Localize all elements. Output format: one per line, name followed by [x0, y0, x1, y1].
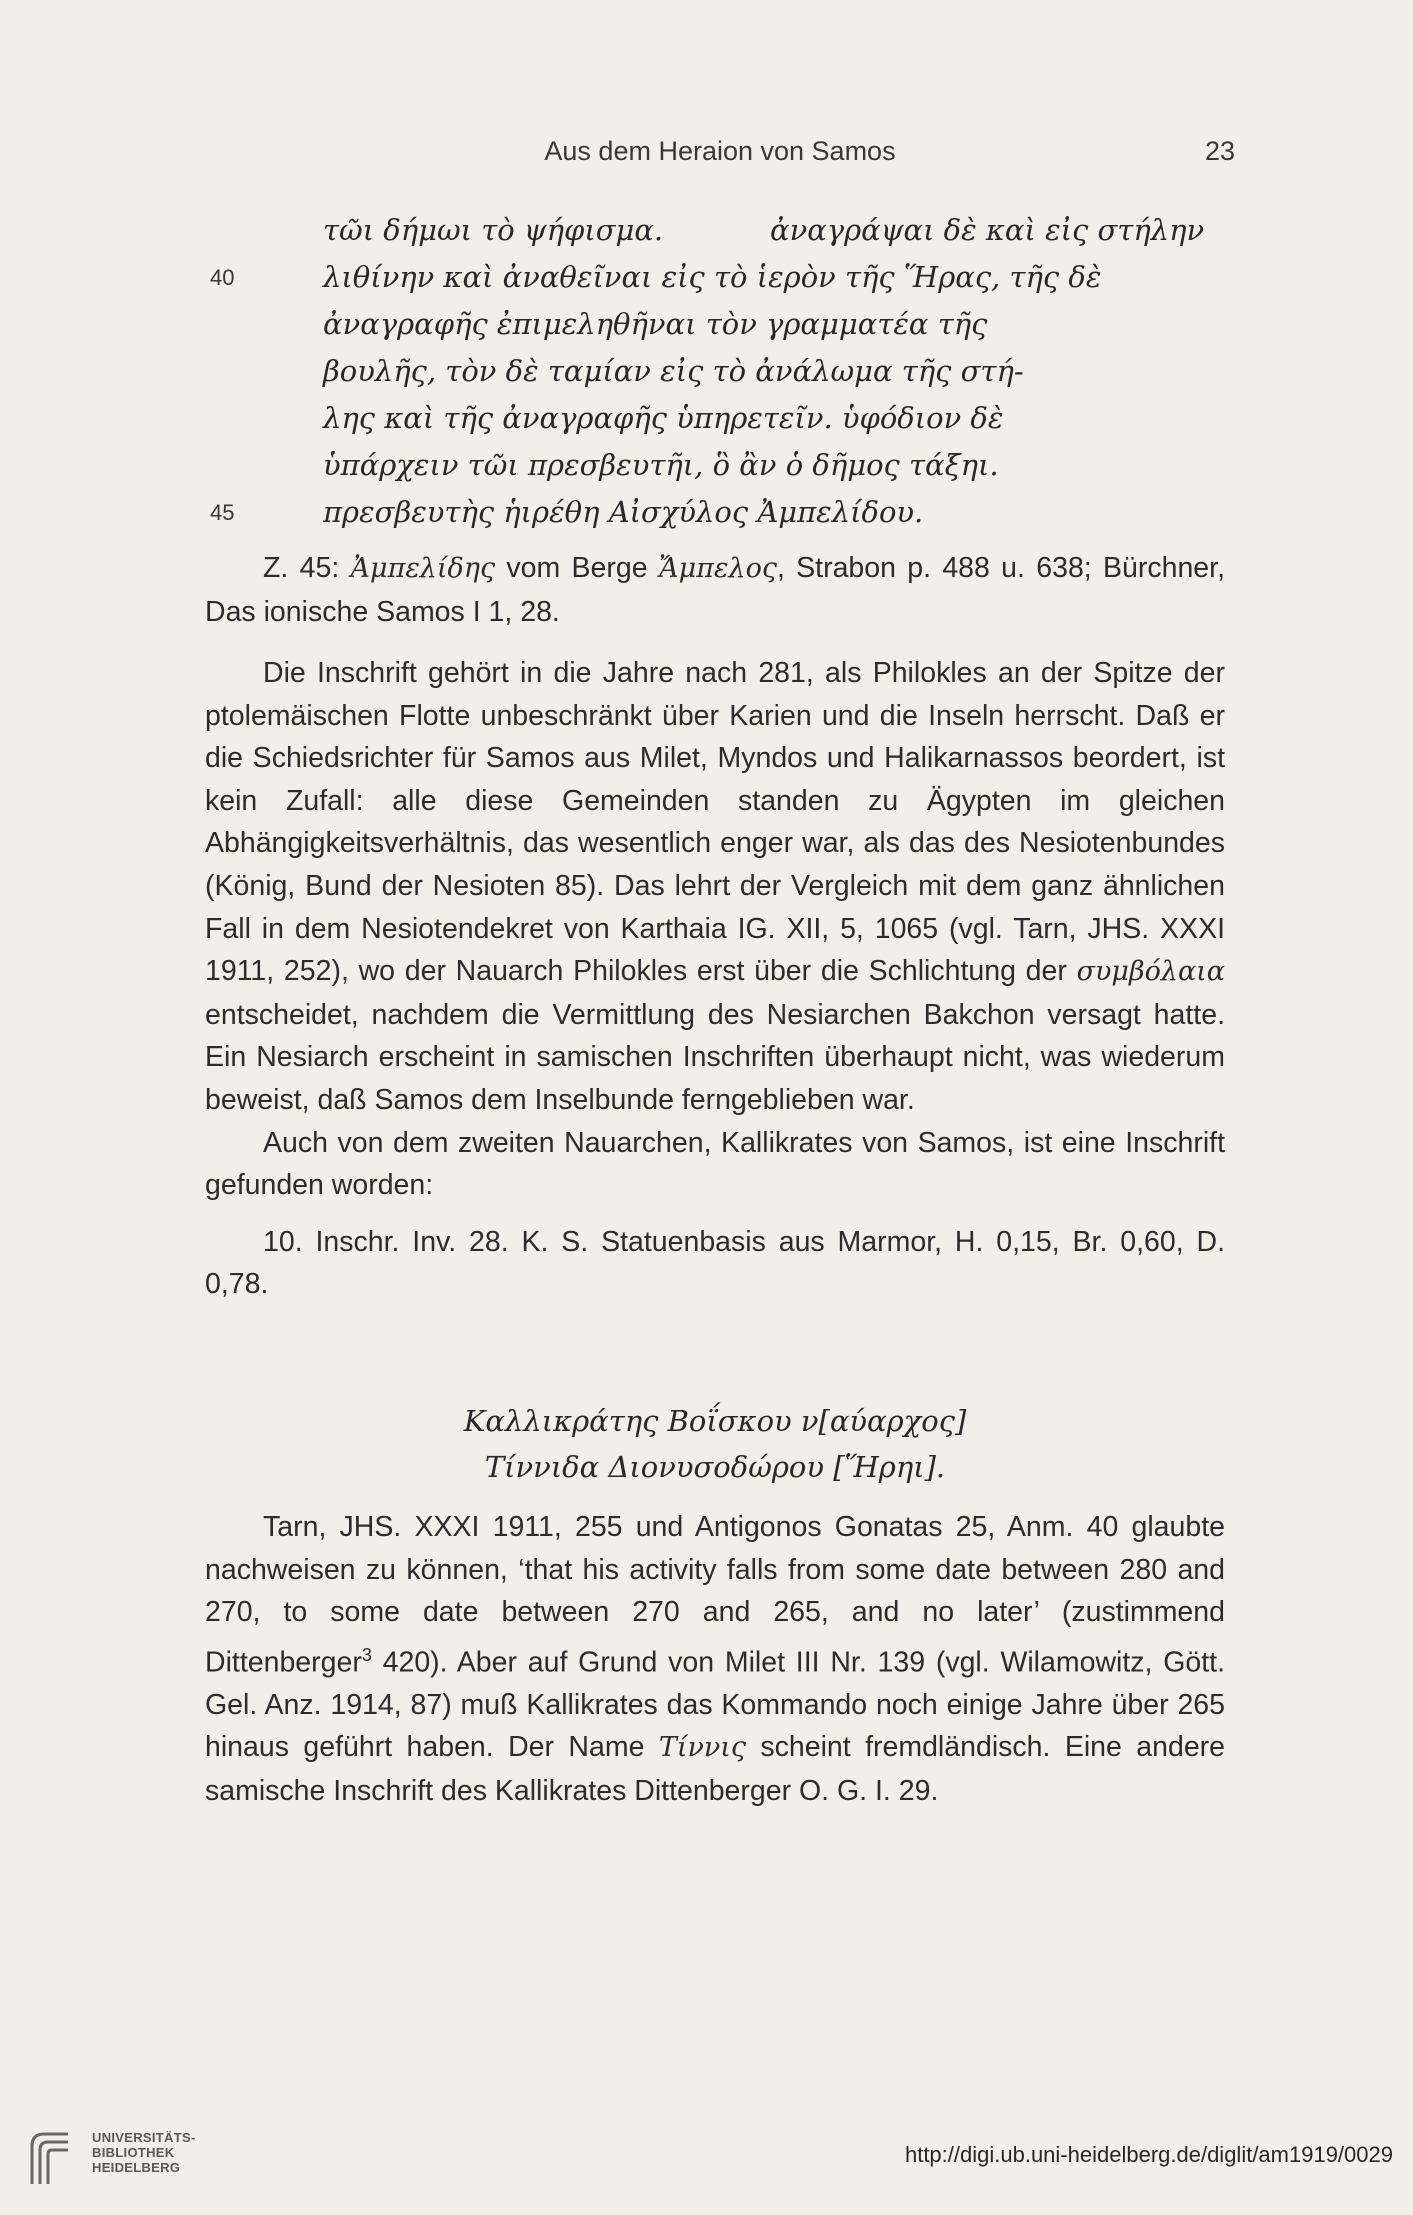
greek-line	[210, 254, 1203, 301]
superscript: 3	[361, 1644, 372, 1665]
note-text: Z. 45:	[263, 552, 351, 584]
paragraph-text: scheint fremdländisch. Eine andere samische Inschrift des Kallikrates Dittenberger O. G. I. 29.	[205, 1731, 1226, 1808]
library-name	[92, 2130, 196, 2175]
greek-decree-text	[210, 207, 1205, 536]
paragraph-text: 420). Aber auf Grund von Milet III Nr. 139 (vgl. Wilamowitz, Gött. Gel. Anz. 1914, 87) muß Kallikrates das Kommando noch einige Jahre über 265 hinaus geführt haben. Der Name	[205, 1646, 1225, 1764]
greek-word: Τίννις	[658, 1732, 746, 1764]
inscription-text	[205, 1398, 1225, 1490]
library-name-line: BIBLIOTHEK	[92, 2145, 175, 2160]
greek-line-left: λης καὶ τῆς ἀναγραφῆς ὑπηρετεῖν. ὑφόδιον δὲ	[323, 401, 1004, 435]
greek-line-left: ὑπάρχειν τῶι πρεσβευτῆι, ὃ ἂν ὁ δῆμος τάξηι.	[323, 448, 999, 482]
page-number: 23	[1204, 136, 1235, 166]
greek-line	[323, 207, 1203, 254]
inscription-line-2: Τίννιδα Διονυσοδώρου [Ἥρηι].	[484, 1450, 946, 1484]
note-text: vom Berge	[495, 552, 659, 584]
greek-line-right: ἀναγράψαι δὲ καὶ εἰς στήλην	[770, 213, 1205, 247]
greek-line	[323, 442, 1203, 489]
library-logo-icon	[18, 2126, 82, 2190]
line-note	[205, 547, 1225, 633]
note-text: , Strabon p. 488 u. 638; Bürchner, Das ionische Samos I 1, 28.	[205, 552, 1225, 628]
greek-word: συμβόλαια	[1076, 956, 1225, 988]
paragraph-4	[205, 1506, 1225, 1813]
line-number: 40	[210, 265, 235, 290]
main-text-continued	[205, 1506, 1225, 1813]
paragraph-1	[205, 652, 1225, 1122]
source-url[interactable]: http://digi.ub.uni-heidelberg.de/diglit/am1919/0029	[904, 2142, 1393, 2167]
paragraph-text: Die Inschrift gehört in die Jahre nach 281, als Philokles an der Spitze der ptolemäischen Flotte unbeschränkt über Karien und die Inseln herrscht. Daß er die Schiedsrichter für Samos aus Milet, Myndos und Halikarnassos beordert, ist kein Zufall: alle diese Gemeinden standen zu Ägypten im gleichen Abhängigkeitsverhältnis, das wesentlich enger war, als das des Nesiotenbundes (König, Bund der Nesioten 85). Das lehrt der Vergleich mit dem ganz ähnlichen Fall in dem Nesiotendekret von Karthaia IG. XII, 5, 1065 (vgl. Tarn, JHS. XXXI 1911, 252), wo der Nauarch Philokles erst über die Schlichtung der	[205, 657, 1225, 988]
note-greek: Ἀμπελίδης	[350, 553, 496, 584]
note-block	[205, 547, 1225, 633]
greek-line	[323, 348, 1203, 395]
greek-line-left: πρεσβευτὴς ἡιρέθη Αἰσχύλος Ἀμπελίδου.	[323, 495, 924, 529]
greek-line-left: τῶι δήμωι τὸ ψήφισμα.	[323, 213, 664, 247]
greek-line-left: βουλῆς, τὸν δὲ ταμίαν εἰς τὸ ἀνάλωμα τῆς στή-	[323, 354, 1024, 388]
inscription-line-1: Καλλικράτης Βοΐσκου ν[αύαρχος]	[463, 1404, 967, 1438]
paragraph-2: Auch von dem zweiten Nauarchen, Kallikrates von Samos, ist eine Inschrift gefunden worden:	[205, 1126, 1225, 1202]
greek-line-left: ἀναγραφῆς ἐπιμεληθῆναι τὸν γραμματέα τῆς	[323, 307, 988, 341]
line-number: 45	[210, 500, 235, 525]
greek-line	[210, 489, 1203, 536]
paragraph-text: Tarn, JHS. XXXI 1911, 255 und Antigonos Gonatas 25, Anm. 40 glaubte nachweisen zu können, ‘that his activity falls from some date between 280 and 270, to some date between 270 and 265, and no later’ (zustimmend Dittenberger	[205, 1511, 1225, 1679]
library-name-line: UNIVERSITÄTS-	[92, 2130, 196, 2145]
library-name-line: HEIDELBERG	[92, 2160, 181, 2175]
main-text	[205, 652, 1225, 1306]
paragraph-3: 10. Inschr. Inv. 28. K. S. Statuenbasis aus Marmor, H. 0,15, Br. 0,60, D. 0,78.	[205, 1225, 1225, 1301]
note-greek: Ἄμπελος	[658, 553, 777, 584]
greek-line-left: λιθίνην καὶ ἀναθεῖναι εἰς τὸ ἱερὸν τῆς Ἥρας, τῆς δὲ	[323, 260, 1102, 294]
running-title: Aus dem Heraion von Samos	[544, 136, 896, 166]
paragraph-text: entscheidet, nachdem die Vermittlung des Nesiarchen Bakchon versagt hatte. Ein Nesiarch erscheint in samischen Inschriften überhaupt nicht, was wiederum beweist, daß Samos dem Inselbunde ferngeblieben war.	[205, 998, 1225, 1116]
greek-line	[323, 395, 1203, 442]
page-header	[205, 136, 1235, 176]
greek-line	[323, 301, 1203, 348]
